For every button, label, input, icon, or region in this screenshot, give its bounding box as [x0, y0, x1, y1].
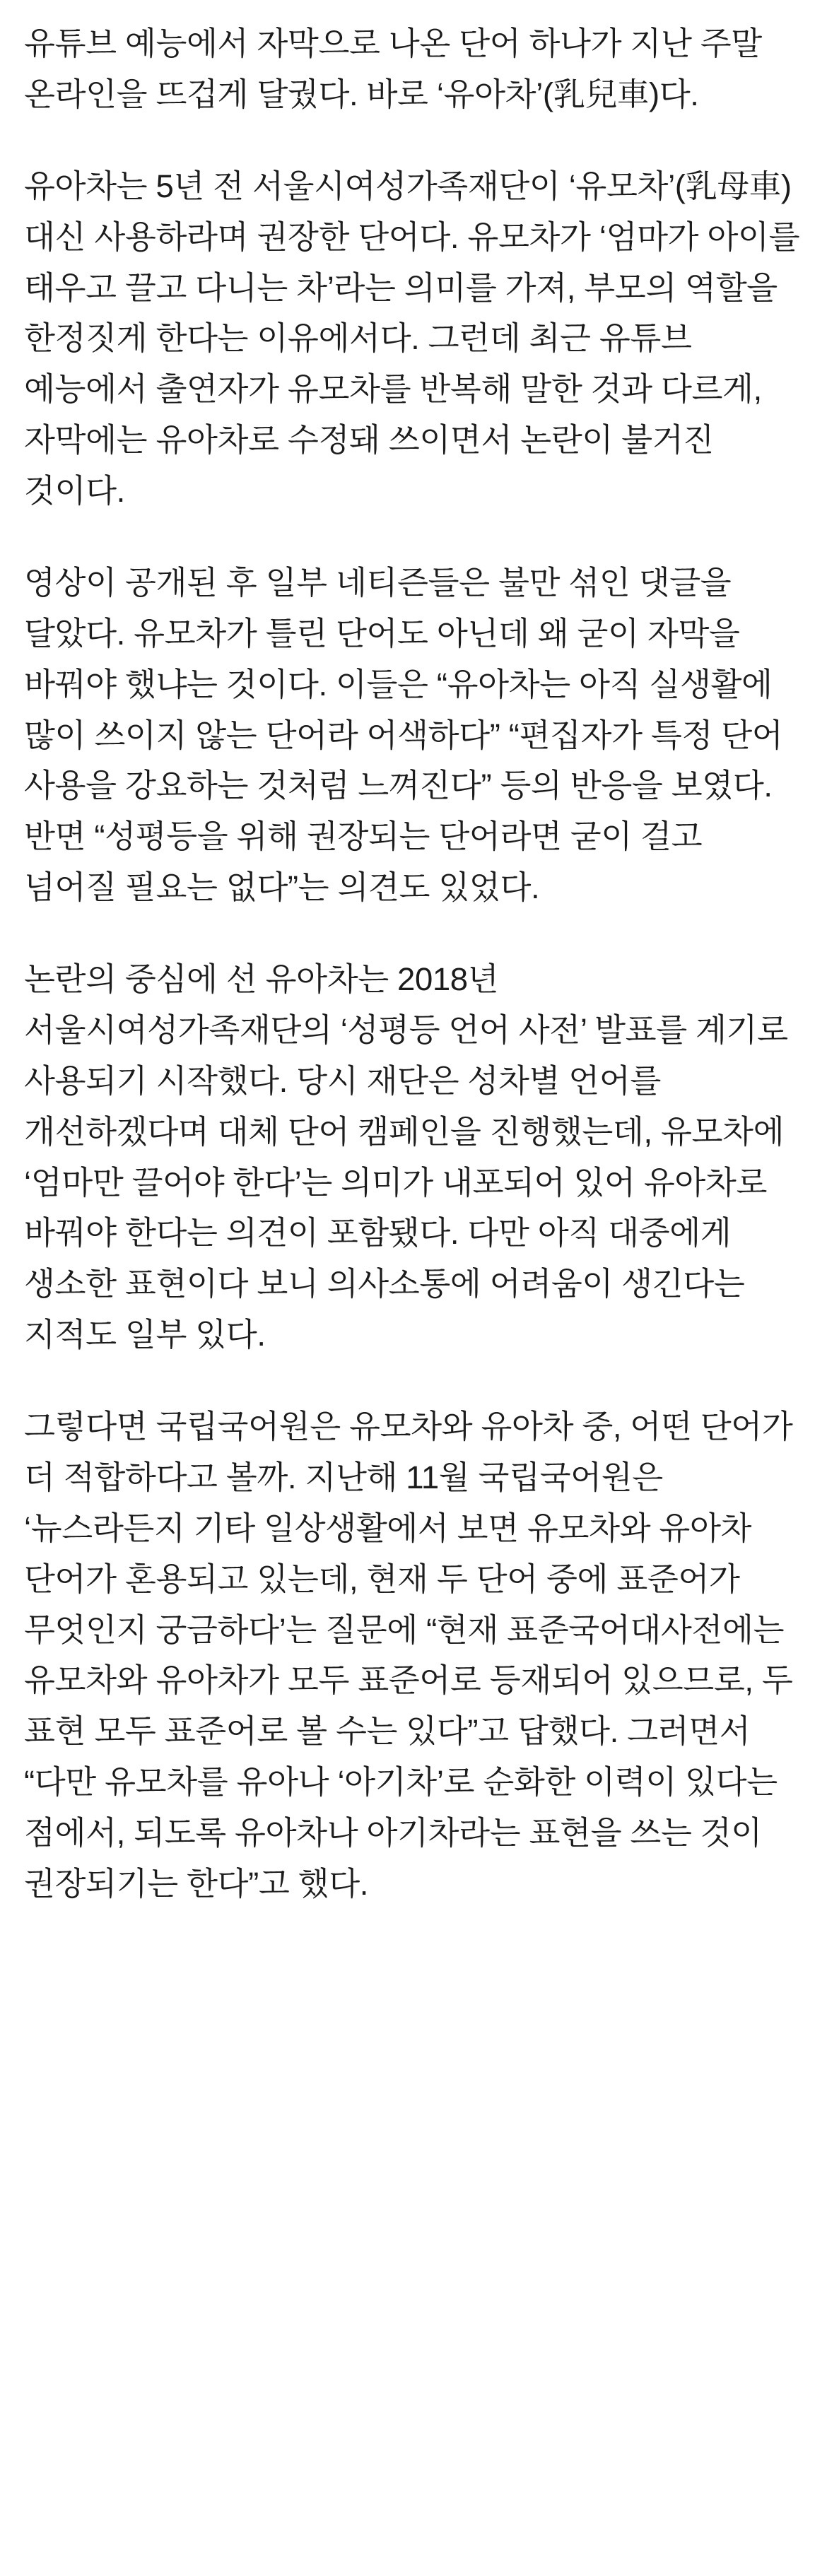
article-paragraph: 유튜브 예능에서 자막으로 나온 단어 하나가 지난 주말 온라인을 뜨겁게 달궜다. 바로 ‘유아차’(乳兒車)다.: [24, 25, 762, 112]
article-paragraph: 영상이 공개된 후 일부 네티즌들은 불만 섞인 댓글을 달았다. 유모차가 틀린 단어도 아닌데 왜 굳이 자막을 바꿔야 했냐는 것이다. 이들은 “유아차는 아직 실생활에 많이 쓰이지 않는 단어라 어색하다” “편집자가 특정 단어 사용을 강요하는 것처럼 느껴진다” 등의 반응을 보였다. 반면 “성평등을 위해 권장되는 단어라면 굳이 걸고 넘어질 필요는 없다”는 의견도 있었다.: [24, 564, 783, 906]
article-paragraph: 그렇다면 국립국어원은 유모차와 유아차 중, 어떤 단어가 더 적합하다고 볼까. 지난해 11월 국립국어원은 ‘뉴스라든지 기타 일상생활에서 보면 유모차와 유아차 단어가 혼용되고 있는데, 현재 두 단어 중에 표준어가 무엇인지 궁금하다’는 질문에 “현재 표준국어대사전에는 유모차와 유아차가 모두 표준어로 등재되어 있으므로, 두 표현 모두 표준어로 볼 수는 있다”고 답했다. 그러면서 “다만 유모차를 유아나 ‘아기차’로 순화한 이력이 있다는 점에서, 되도록 유아차나 아기차라는 표현을 쓰는 것이 권장되기는 한다”고 했다.: [24, 1408, 793, 1902]
article-paragraph: 유아차는 5년 전 서울시여성가족재단이 ‘유모차’(乳母車) 대신 사용하라며 권장한 단어다. 유모차가 ‘엄마가 아이를 태우고 끌고 다니는 차’라는 의미를 가져, 부모의 역할을 한정짓게 한다는 이유에서다. 그런데 최근 유튜브 예능에서 출연자가 유모차를 반복해 말한 것과 다르게, 자막에는 유아차로 수정돼 쓰이면서 논란이 불거진 것이다.: [24, 167, 800, 509]
article-paragraph: 논란의 중심에 선 유아차는 2018년 서울시여성가족재단의 ‘성평등 언어 사전’ 발표를 계기로 사용되기 시작했다. 당시 재단은 성차별 언어를 개선하겠다며 대체 단어 캠페인을 진행했는데, 유모차에 ‘엄마만 끌어야 한다’는 의미가 내포되어 있어 유아차로 바꿔야 한다는 의견이 포함됐다. 다만 아직 대중에게 생소한 표현이다 보니 의사소통에 어려움이 생긴다는 지적도 일부 있다.: [24, 961, 788, 1353]
